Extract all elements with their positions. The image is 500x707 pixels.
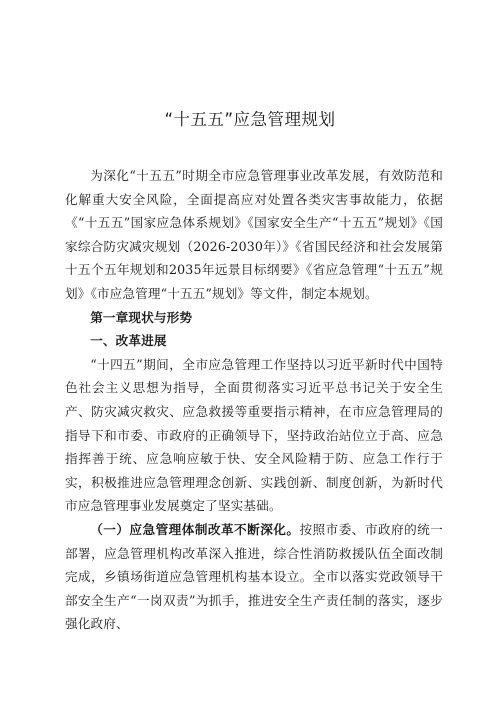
- section-heading: 一、改革进展: [90, 333, 167, 349]
- intro-paragraph: 为深化“十五五”时期全市应急管理事业改革发展，有效防范和化解重大安全风险，全面提高应对处置各类灾害事故能力，依据《“十五五”国家应急体系规划》《国家安全生产“十五五”规划》《国家综合防灾减灾规划（2026-2030年）》《省国民经济和社会发展第十五个五年规划和2035年远景目标纲要》《省应急管理“十五五”规划》《市应急管理“十五五”规划》等文件，制定本规划。: [65, 168, 443, 301]
- item-1-lead: （一）应急管理体制改革不断深化。: [90, 521, 300, 537]
- item-1-paragraph: [65, 518, 443, 636]
- document-body: [65, 164, 443, 636]
- item-1-text: 按照市委、市政府的统一部署，应急管理机构改革深入推进，综合性消防救援队伍全面改制完成，乡镇场街道应急管理机构基本设立。全市以落实党政领导干部安全生产“一岗双责”为抓手，推进安全生产责任制的落实，逐步强化政府、: [65, 521, 443, 632]
- document-title: “十五五”应急管理规划: [164, 110, 336, 129]
- chapter-heading: 第一章现状与形势: [90, 309, 193, 325]
- section-paragraph: “十四五”期间，全市应急管理工作坚持以习近平新时代中国特色社会主义思想为指导，全面贯彻落实习近平总书记关于安全生产、防灾减灾救灾、应急救援等重要指示精神，在市应急管理局的指导下和市委、市政府的正确领导下，坚持政治站位立于高、应急指挥善于统、应急响应敏于快、安全风险精于防、应急工作行于实，积极推进应急管理理念创新、实践创新、制度创新，为新时代市应急管理事业发展奠定了坚实基础。: [65, 356, 443, 514]
